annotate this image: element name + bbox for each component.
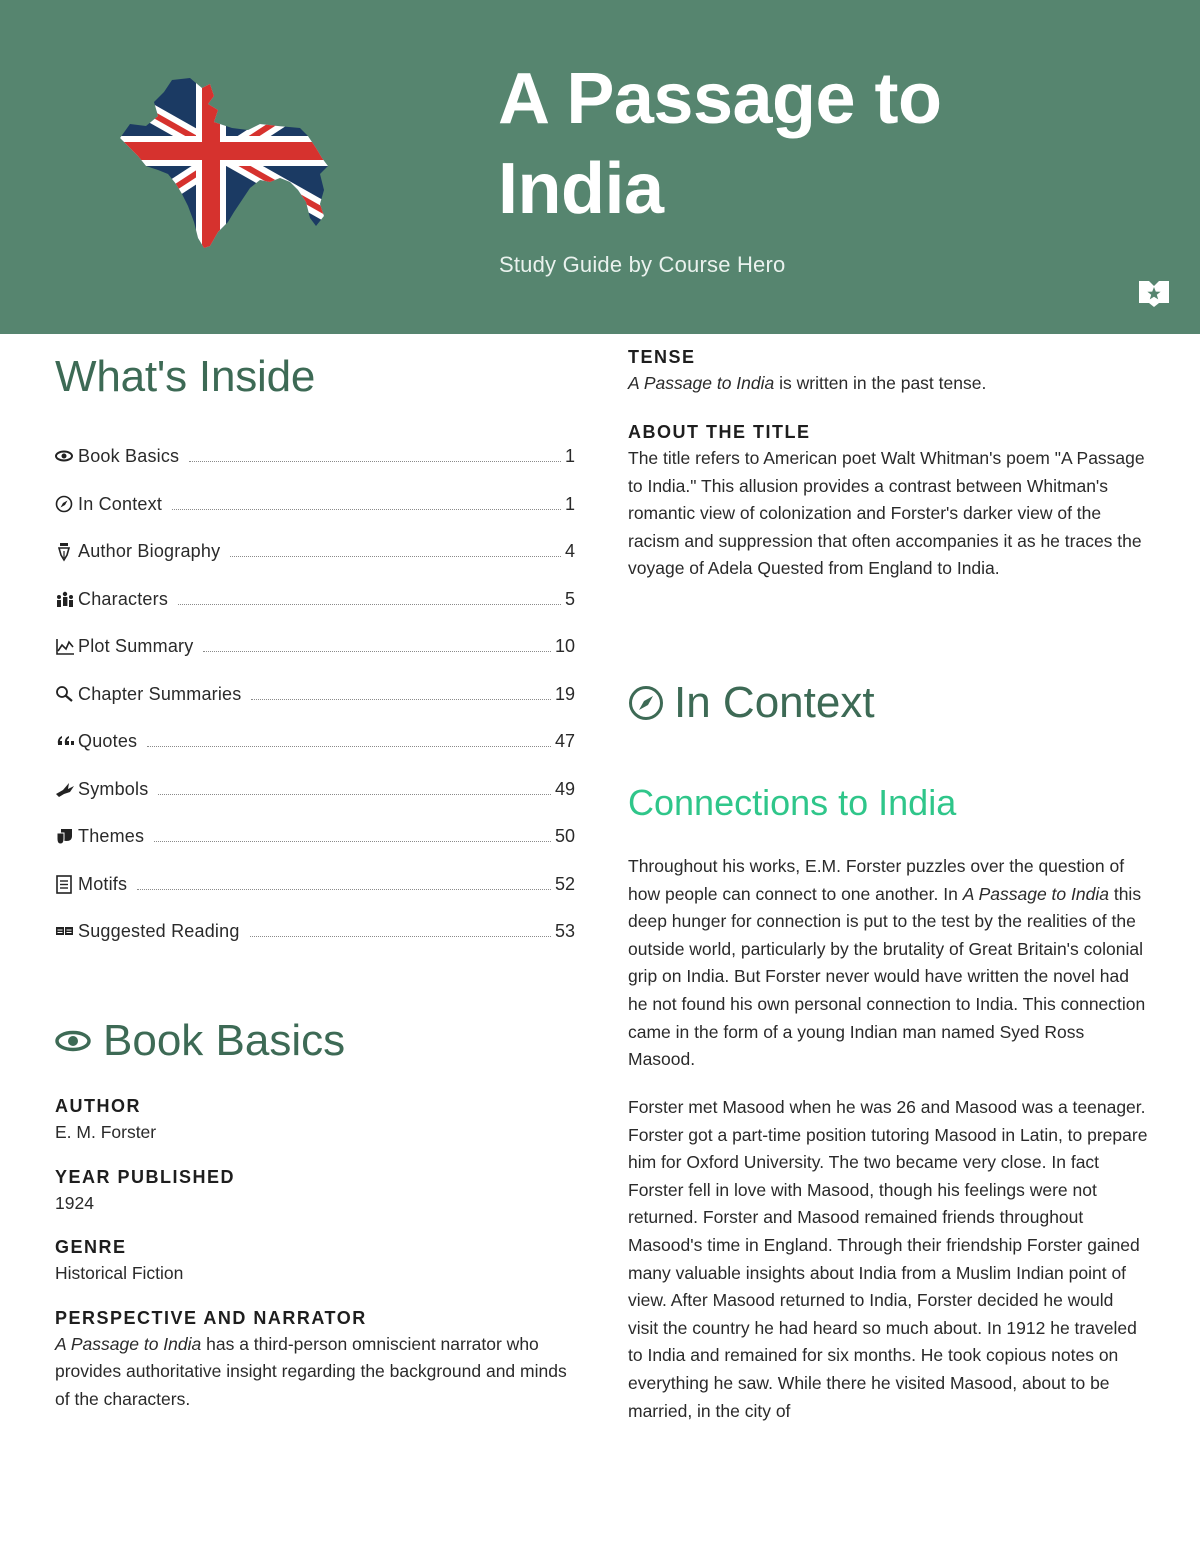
toc-item-quotes[interactable] bbox=[55, 731, 575, 779]
quote-icon bbox=[55, 732, 77, 752]
toc-leader bbox=[178, 589, 561, 605]
toc-label: Themes bbox=[78, 826, 145, 846]
perspective-label: PERSPECTIVE AND NARRATOR bbox=[55, 1307, 367, 1328]
perspective-book-title: A Passage to India bbox=[55, 1333, 202, 1354]
toc-leader bbox=[158, 779, 551, 795]
tense-label: TENSE bbox=[628, 347, 696, 367]
tense-book-title: A Passage to India bbox=[628, 373, 775, 393]
toc-item-in-context[interactable] bbox=[55, 494, 575, 542]
toc-leader bbox=[147, 731, 551, 747]
about-title-field bbox=[628, 422, 1148, 583]
genre-field bbox=[55, 1237, 575, 1288]
toc-label: Author Biography bbox=[78, 541, 221, 561]
connections-heading: Connections to India bbox=[628, 782, 957, 823]
toc-leader bbox=[203, 636, 551, 652]
para1-book-title: A Passage to India bbox=[962, 883, 1109, 904]
toc-label: Book Basics bbox=[78, 446, 180, 466]
toc-label: Plot Summary bbox=[78, 636, 194, 656]
pen-nib-icon bbox=[55, 542, 77, 562]
title-line-1: A Passage to bbox=[498, 59, 942, 139]
perspective-field bbox=[55, 1308, 575, 1414]
toc-item-themes[interactable] bbox=[55, 826, 575, 874]
compass-icon bbox=[55, 495, 77, 515]
toc-label: Suggested Reading bbox=[78, 921, 240, 941]
toc-item-author-biography[interactable] bbox=[55, 541, 575, 589]
toc-leader bbox=[172, 494, 561, 510]
toc-item-symbols[interactable] bbox=[55, 779, 575, 827]
toc-label: Motifs bbox=[78, 873, 128, 894]
bird-icon bbox=[55, 780, 77, 800]
about-title-value: The title refers to American poet Walt Whitman's poem "A Passage to India." This allusion provides a contrast between Whitman's romantic view of colonization and Forster's darker view of the racism and suppression that often accompanies it as he traces the voyage of Adela Quested from England to India. bbox=[628, 448, 1145, 579]
toc-leader bbox=[137, 874, 551, 890]
compass-icon bbox=[628, 685, 664, 721]
cover-header bbox=[0, 0, 1200, 334]
masks-icon bbox=[55, 827, 77, 847]
toc-label: Chapter Summaries bbox=[78, 683, 242, 704]
in-context-heading bbox=[628, 678, 875, 728]
magnifier-icon bbox=[55, 685, 77, 705]
toc-item-suggested-reading[interactable] bbox=[55, 921, 575, 969]
context-paragraph-1 bbox=[628, 853, 1148, 1074]
para1-text-b: this deep hunger for connection is put to the test by the realities of the outside world, particularly by the brutality of Great Britain's colonial grip on India. But Forster never would have written the novel had he not found his own personal connection to India. This connection came in the form of a young Indian man named Syed Ross Masood. bbox=[628, 883, 1146, 1070]
line-chart-icon bbox=[55, 637, 77, 657]
perspective-value bbox=[55, 1331, 575, 1414]
book-open-icon bbox=[55, 922, 77, 942]
toc-page: 47 bbox=[554, 731, 575, 751]
author-value: E. M. Forster bbox=[55, 1122, 157, 1142]
para1-text-a: Throughout his works, E.M. Forster puzzles over the question of how people can connect to one another. In bbox=[628, 856, 1125, 904]
toc-page: 53 bbox=[554, 921, 575, 941]
toc-leader bbox=[251, 684, 551, 700]
toc-label: Symbols bbox=[78, 778, 149, 799]
title-line-2: India bbox=[498, 149, 664, 229]
about-title-label: ABOUT THE TITLE bbox=[628, 422, 811, 442]
toc-leader bbox=[230, 541, 561, 557]
list-icon bbox=[55, 875, 77, 895]
course-hero-book-icon bbox=[1137, 277, 1171, 309]
eye-icon bbox=[55, 447, 77, 467]
toc-label: Characters bbox=[78, 588, 169, 609]
toc-label: Quotes bbox=[78, 731, 138, 751]
book-basics-heading-text: Book Basics bbox=[103, 1016, 346, 1065]
context-paragraph-2: Forster met Masood when he was 26 and Masood was a teenager. Forster got a part-time position tutoring Masood in Latin, to prepare him for Oxford University. The two became very close. In fact Forster fell in love with Masood, though his feelings were not returned. Forster and Masood remained friends throughout Masood's time in England. Through their friendship Forster gained many valuable insights about India from a Muslim Indian point of view. After Masood returned to India, Forster decided he would visit the country he had heard so much about. In 1912 he traveled to India and remained for six months. He took copious notes on everything he saw. While there he visited Masood, about to be married, in the city of bbox=[628, 1097, 1148, 1421]
year-label: YEAR PUBLISHED bbox=[55, 1166, 236, 1187]
page-title bbox=[498, 54, 1118, 234]
toc-leader bbox=[189, 446, 561, 462]
perspective-text: has a third-person omniscient narrator who provides authoritative insight regarding the background and minds of the characters. bbox=[55, 1333, 567, 1409]
book-basics-heading bbox=[55, 1016, 345, 1066]
tense-text: is written in the past tense. bbox=[774, 373, 987, 393]
author-label: AUTHOR bbox=[55, 1096, 141, 1116]
genre-value: Historical Fiction bbox=[55, 1263, 184, 1284]
toc-page: 10 bbox=[554, 636, 575, 656]
toc-page: 4 bbox=[564, 541, 575, 561]
india-union-jack-map-icon bbox=[110, 70, 340, 260]
in-context-heading-text: In Context bbox=[674, 678, 875, 727]
genre-label: GENRE bbox=[55, 1237, 127, 1258]
year-value: 1924 bbox=[55, 1192, 94, 1213]
tense-value bbox=[628, 370, 1148, 398]
whats-inside-heading: What's Inside bbox=[55, 352, 316, 401]
tense-field bbox=[628, 347, 1148, 398]
toc-item-plot-summary[interactable] bbox=[55, 636, 575, 684]
toc-item-chapter-summaries[interactable] bbox=[55, 684, 575, 732]
toc-page: 50 bbox=[554, 826, 575, 846]
author-field bbox=[55, 1096, 575, 1147]
toc-page: 1 bbox=[564, 446, 575, 466]
toc-leader bbox=[154, 826, 551, 842]
toc-page: 1 bbox=[564, 493, 575, 514]
book-basics-fields bbox=[55, 1096, 575, 1434]
toc-item-motifs[interactable] bbox=[55, 874, 575, 922]
page-subtitle: Study Guide by Course Hero bbox=[499, 252, 786, 277]
people-icon bbox=[55, 590, 77, 610]
toc-page: 52 bbox=[554, 873, 575, 894]
table-of-contents bbox=[55, 446, 575, 969]
toc-leader bbox=[250, 921, 551, 937]
toc-label: In Context bbox=[78, 493, 163, 514]
toc-page: 5 bbox=[564, 588, 575, 609]
toc-page: 19 bbox=[554, 683, 575, 704]
toc-item-characters[interactable] bbox=[55, 589, 575, 637]
eye-icon bbox=[55, 1028, 93, 1054]
toc-page: 49 bbox=[554, 778, 575, 799]
year-field bbox=[55, 1167, 575, 1218]
toc-item-book-basics[interactable] bbox=[55, 446, 575, 494]
